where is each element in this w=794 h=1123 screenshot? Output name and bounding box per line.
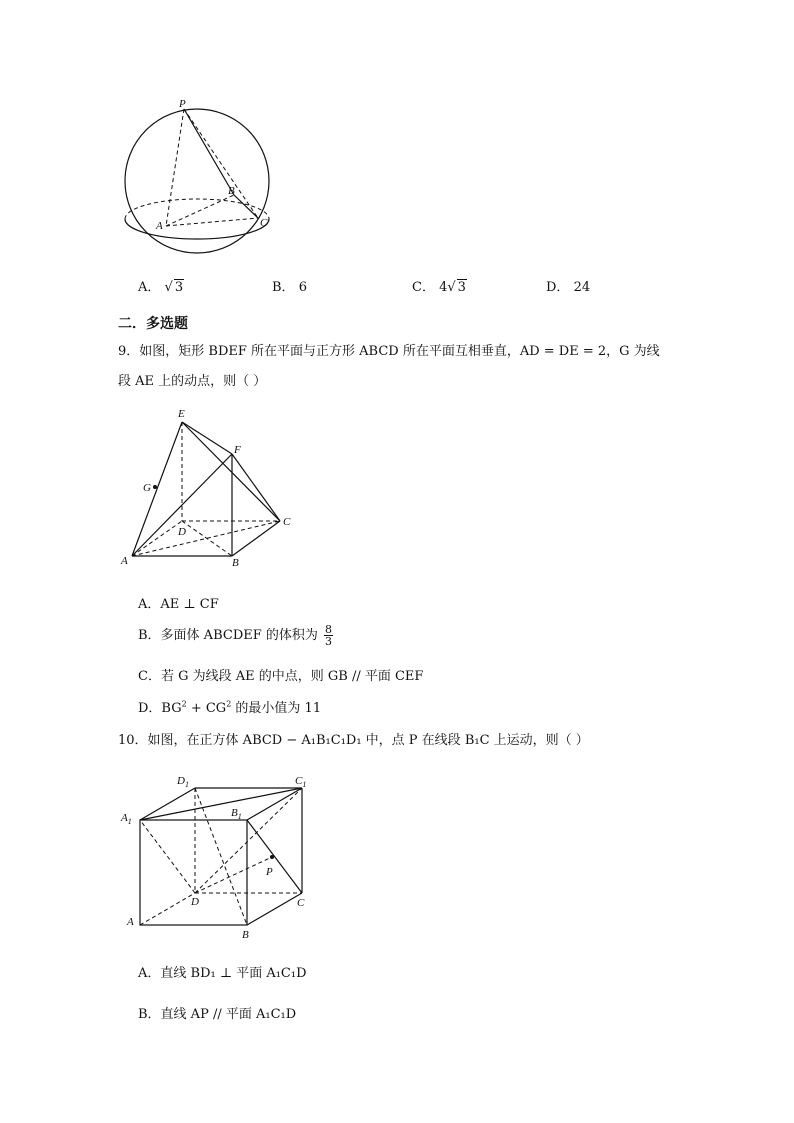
point-P [270,855,274,859]
q9-figure [115,403,300,573]
label-G: G [143,482,151,494]
sqrt-symbol: √ [164,280,173,295]
q10-option-a[interactable]: A．直线 BD₁ ⊥ 平面 A₁C₁D [138,966,307,981]
label-C: C [297,897,305,909]
q9-option-a[interactable]: A．AE ⊥ CF [138,597,219,612]
label-C: C [283,516,291,528]
label-F: F [234,444,241,456]
q10-figure [115,765,320,945]
label-P: P [179,98,186,110]
label-A: A [121,555,128,567]
label-B: B [232,557,239,569]
label-A1: $A_1$ [121,812,132,826]
label-C1: $C_1$ [295,775,307,789]
label-P: P [266,866,273,878]
point-G [153,485,157,489]
q8-option-d[interactable]: D． 24 [546,280,591,295]
label-E: E [178,408,185,420]
q9-option-d[interactable]: D．$BG^2 + CG^2$ 的最小值为 11 [138,699,322,716]
section-title: 二．多选题 [118,316,188,332]
sqrt-symbol: √ [447,280,456,295]
q10-option-b[interactable]: B．直线 AP // 平面 A₁C₁D [138,1007,297,1022]
label-D: D [178,526,186,538]
volume-fraction: $\frac{8}{3}$ [325,623,333,648]
label-B: B [242,929,249,941]
label-B1: $B_1$ [231,807,242,821]
label-B: B [228,185,235,197]
q10-stem-line1: 10．如图，在正方体 ABCD − A₁B₁C₁D₁ 中，点 P 在线段 B₁C 上运动，则（ ） [118,733,589,748]
q9-option-c[interactable]: C．若 G 为线段 AE 的中点，则 GB // 平面 CEF [138,669,424,684]
label-D1: $D_1$ [177,775,189,789]
q8-option-c[interactable]: C． 4√ 3 [412,280,466,295]
q9-option-b[interactable]: B．多面体 ABCDEF 的体积为 $\frac{8}{3}$ [138,623,333,648]
q8-option-a[interactable]: A． √ 3 [138,280,184,295]
q8-option-b[interactable]: B． 6 [272,280,307,295]
label-A: A [156,220,163,232]
label-A: A [127,916,134,928]
q9-stem-line1: 9．如图，矩形 BDEF 所在平面与正方形 ABCD 所在平面互相垂直，AD = DE = 2，G 为线 [118,344,660,359]
q9-stem-line2: 段 AE 上的动点，则（ ） [118,374,267,389]
q8-figure [118,95,278,265]
label-C: C [260,217,268,229]
label-D: D [191,896,199,908]
